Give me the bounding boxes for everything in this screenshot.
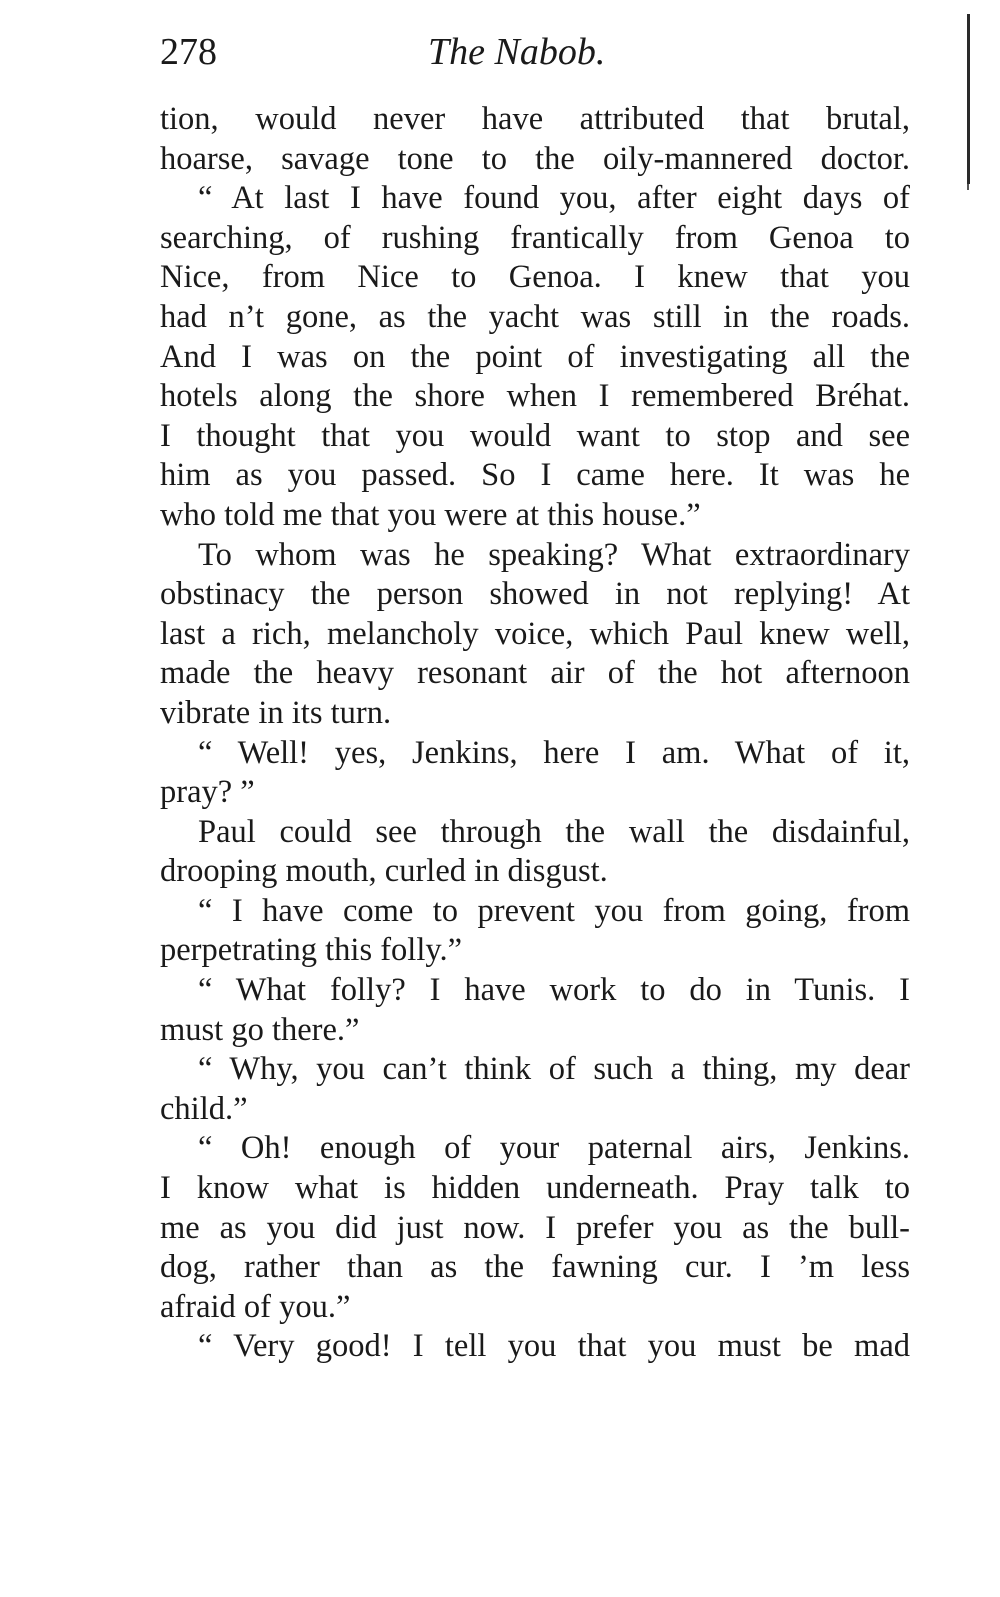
page-number: 278: [160, 31, 217, 73]
text-line: him as you passed. So I came here. It was he: [160, 457, 910, 494]
text-line: “ At last I have found you, after eight days of: [198, 180, 910, 217]
text-line: me as you did just now. I prefer you as the bull-: [160, 1209, 910, 1246]
text-line: tion, would never have attributed that brutal,: [160, 101, 910, 137]
text-line: child.”: [160, 1090, 248, 1127]
text-line: vibrate in its turn.: [160, 694, 392, 731]
text-line: dog, rather than as the fawning cur. I ’m less: [160, 1249, 910, 1286]
text-line: had n’t gone, as the yacht was still in the roads.: [160, 298, 910, 335]
text-line: I know what is hidden underneath. Pray talk to: [160, 1170, 910, 1207]
text-line: Nice, from Nice to Genoa. I knew that you: [160, 259, 910, 296]
text-line: hotels along the shore when I remembered Bréhat.: [160, 378, 910, 415]
text-line: made the heavy resonant air of the hot afternoon: [160, 655, 910, 692]
text-line: “ Oh! enough of your paternal airs, Jenkins.: [198, 1130, 910, 1167]
page-edge-mark-tail: [967, 184, 969, 190]
running-title: The Nabob.: [428, 31, 606, 73]
page-header: [160, 22, 910, 82]
text-line: who told me that you were at this house.”: [160, 496, 701, 533]
text-line: last a rich, melancholy voice, which Paul knew well,: [160, 615, 910, 652]
text-line: searching, of rushing frantically from Genoa to: [160, 219, 910, 256]
text-line: hoarse, savage tone to the oily-mannered doctor.: [160, 140, 910, 177]
text-line: “ Very good! I tell you that you must be mad: [198, 1328, 910, 1365]
text-line: To whom was he speaking? What extraordinary: [198, 536, 910, 573]
text-line: I thought that you would want to stop and see: [160, 417, 910, 454]
text-line: And I was on the point of investigating all the: [160, 338, 910, 375]
text-line: “ Why, you can’t think of such a thing, my dear: [198, 1051, 910, 1088]
body-text: [160, 100, 910, 1367]
text-line: obstinacy the person showed in not replying! At: [160, 576, 910, 613]
text-line: Paul could see through the wall the disdainful,: [198, 813, 910, 850]
text-line: perpetrating this folly.”: [160, 932, 463, 969]
text-line: “ What folly? I have work to do in Tunis. I: [198, 972, 910, 1009]
page-edge-mark: [967, 14, 970, 184]
text-line: pray? ”: [160, 774, 255, 811]
text-line: must go there.”: [160, 1011, 360, 1048]
text-line: afraid of you.”: [160, 1288, 351, 1325]
text-line: “ I have come to prevent you from going, from: [198, 892, 910, 929]
text-line: “ Well! yes, Jenkins, here I am. What of it,: [198, 734, 910, 771]
text-line: drooping mouth, curled in disgust.: [160, 853, 608, 890]
